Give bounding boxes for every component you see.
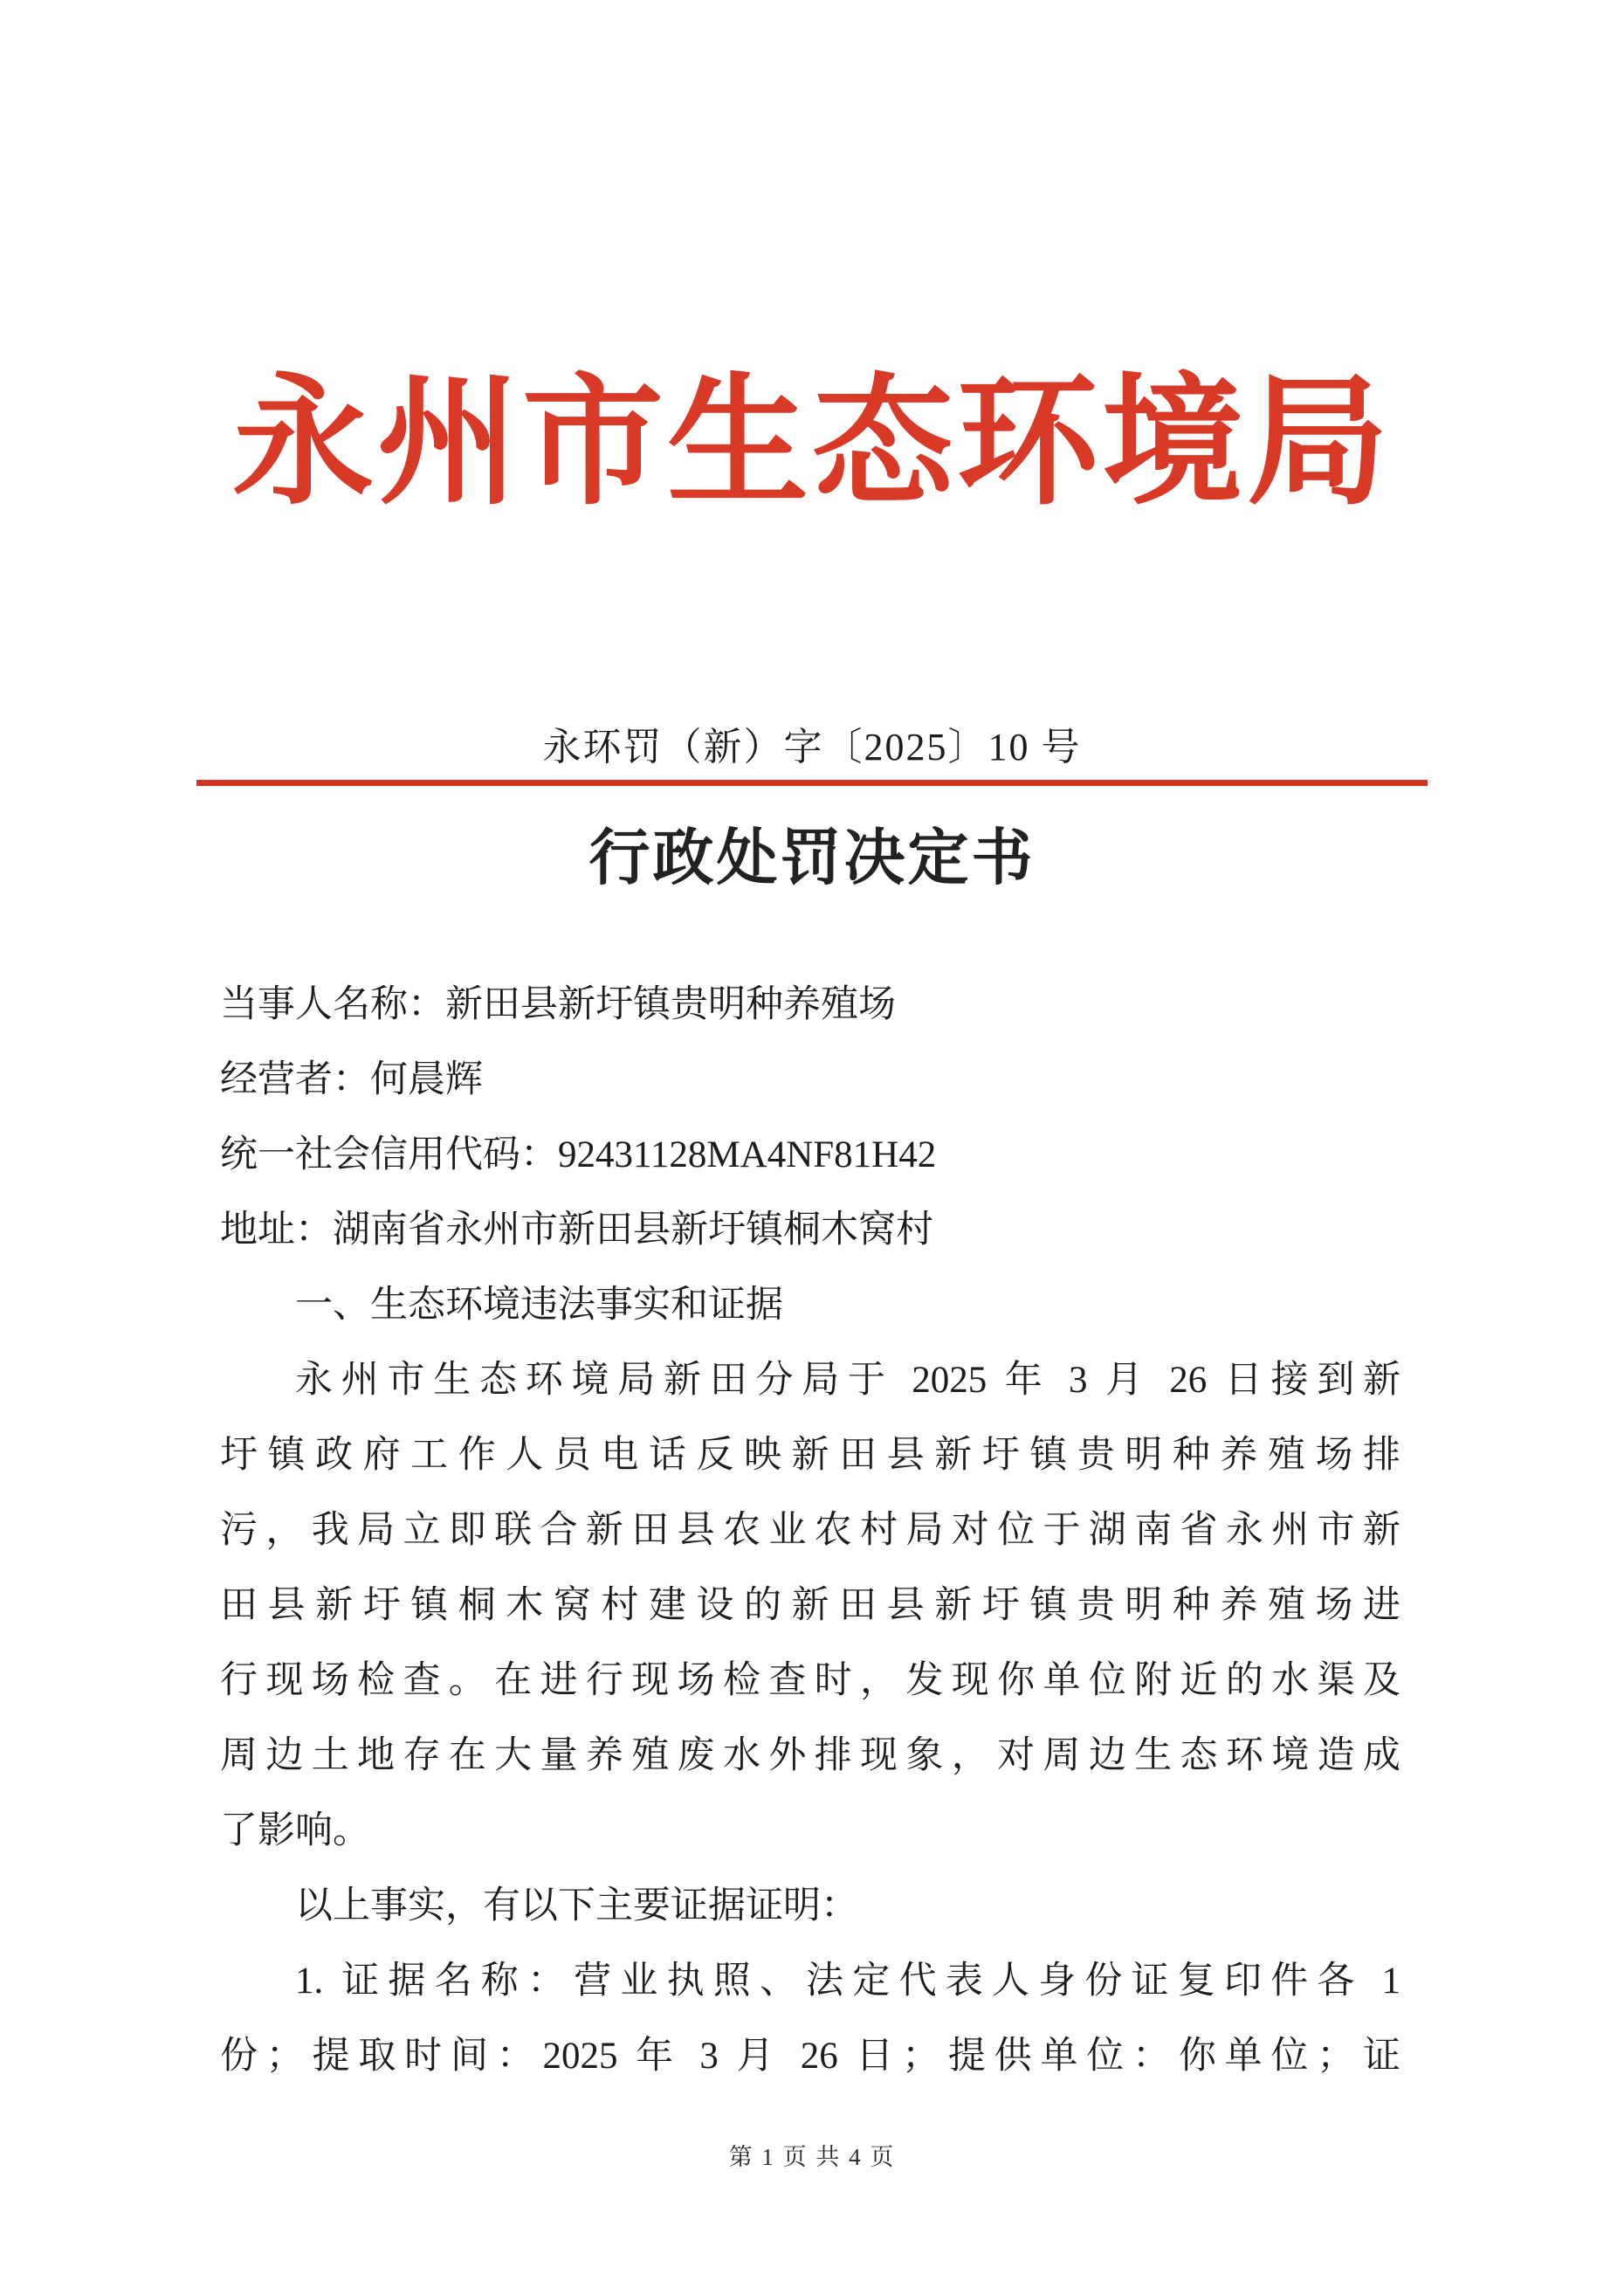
document-body <box>220 968 1400 2094</box>
paragraph-line: 田县新圩镇桐木窝村建设的新田县新圩镇贵明种养殖场进 <box>220 1585 1400 1626</box>
paragraph-line: 污，我局立即联合新田县农业农村局对位于湖南省永州市新 <box>220 1510 1400 1551</box>
address-line: 地址：湖南省永州市新田县新圩镇桐木窝村 <box>220 1210 933 1251</box>
page-number-footer: 第 1 页 共 4 页 <box>728 2144 896 2170</box>
section-heading-facts: 一、生态环境违法事实和证据 <box>295 1285 783 1326</box>
credit-code-line: 统一社会信用代码：92431128MA4NF81H42 <box>220 1134 937 1175</box>
paragraph-line: 了影响。 <box>220 1810 370 1851</box>
party-name-line: 当事人名称：新田县新圩镇贵明种养殖场 <box>220 984 896 1025</box>
evidence-item-line: 份；提取时间：2025 年 3 月 26 日；提供单位：你单位；证 <box>220 2036 1400 2077</box>
paragraph-line: 周边土地存在大量养殖废水外排现象，对周边生态环境造成 <box>220 1735 1400 1776</box>
evidence-intro-line: 以上事实，有以下主要证据证明： <box>295 1885 858 1926</box>
document-title: 行政处罚决定书 <box>588 825 1036 892</box>
operator-line: 经营者：何晨辉 <box>220 1059 483 1100</box>
document-number: 永环罚（新）字〔2025〕10 号 <box>542 726 1082 768</box>
paragraph-line: 圩镇政府工作人员电话反映新田县新圩镇贵明种养殖场排 <box>220 1435 1400 1476</box>
red-header-divider <box>196 780 1428 786</box>
paragraph-line: 永州市生态环境局新田分局于 2025 年 3 月 26 日接到新 <box>295 1360 1400 1401</box>
agency-header-title: 永州市生态环境局 <box>232 366 1392 522</box>
evidence-item-line: 1. 证据名称：营业执照、法定代表人身份证复印件各 1 <box>295 1961 1400 2002</box>
paragraph-line: 行现场检查。在进行现场检查时，发现你单位附近的水渠及 <box>220 1660 1400 1701</box>
